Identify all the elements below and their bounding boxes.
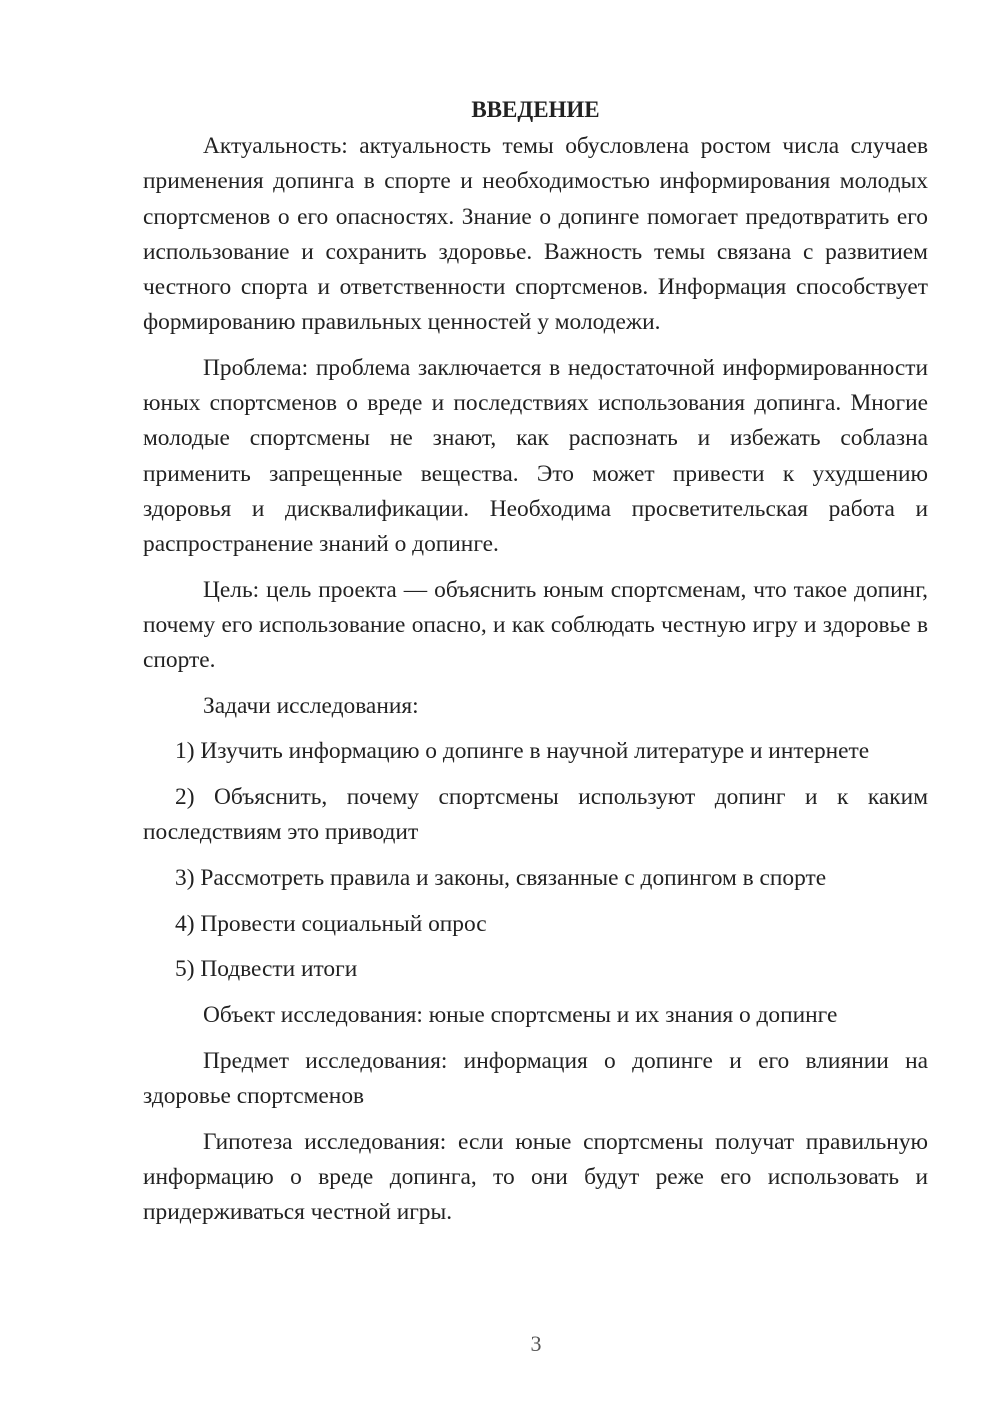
page-title: ВВЕДЕНИЕ	[471, 97, 600, 122]
task-item: 4) Провести социальный опрос	[175, 910, 487, 937]
task-item: 3) Рассмотреть правила и законы, связанные с допингом в спорте	[175, 865, 827, 892]
paragraph-relevance: Актуальность: актуальность темы обусловлена ростом числа случаев применения допинга в спорте и необходимостью информирования молодых спортсменов о его опасностях. Знание о допинге помогает предотвратить его использование и сохранить здоровье. Важность темы связана с развитием честного спорта и ответственности спортсменов. Информация способствует формированию правильных ценностей у молодежи.	[143, 133, 928, 336]
task-item: 1) Изучить информацию о допинге в научной литературе и интернете	[175, 738, 870, 765]
paragraph-tasks-heading: Задачи исследования:	[203, 692, 419, 719]
document-page	[143, 92, 928, 1241]
paragraph-hypothesis: Гипотеза исследования: если юные спортсмены получат правильную информацию о вреде допинга, то они будут реже его использовать и придерживаться честной игры.	[143, 1128, 928, 1226]
page-number: 3	[530, 1331, 542, 1356]
task-item: 5) Подвести итоги	[175, 956, 358, 983]
paragraph-goal: Цель: цель проекта — объяснить юным спортсменам, что такое допинг, почему его использование опасно, и как соблюдать честную игру и здоровье в спорте.	[143, 576, 928, 674]
tasks-list	[143, 734, 928, 987]
paragraph-object: Объект исследования: юные спортсмены и их знания о допинге	[203, 1002, 838, 1029]
paragraph-subject: Предмет исследования: информация о допинге и его влиянии на здоровье спортсменов	[143, 1047, 928, 1110]
paragraph-problem: Проблема: проблема заключается в недостаточной информированности юных спортсменов о вреде и последствиях использования допинга. Многие молодые спортсмены не знают, как распознать и избежать соблазна применить запрещенные вещества. Это может привести к ухудшению здоровья и дисквалификации. Необходима просветительская работа и распространение знаний о допинге.	[143, 354, 928, 557]
task-item: 2) Объяснить, почему спортсмены используют допинг и к каким последствиям это приводит	[143, 784, 928, 846]
